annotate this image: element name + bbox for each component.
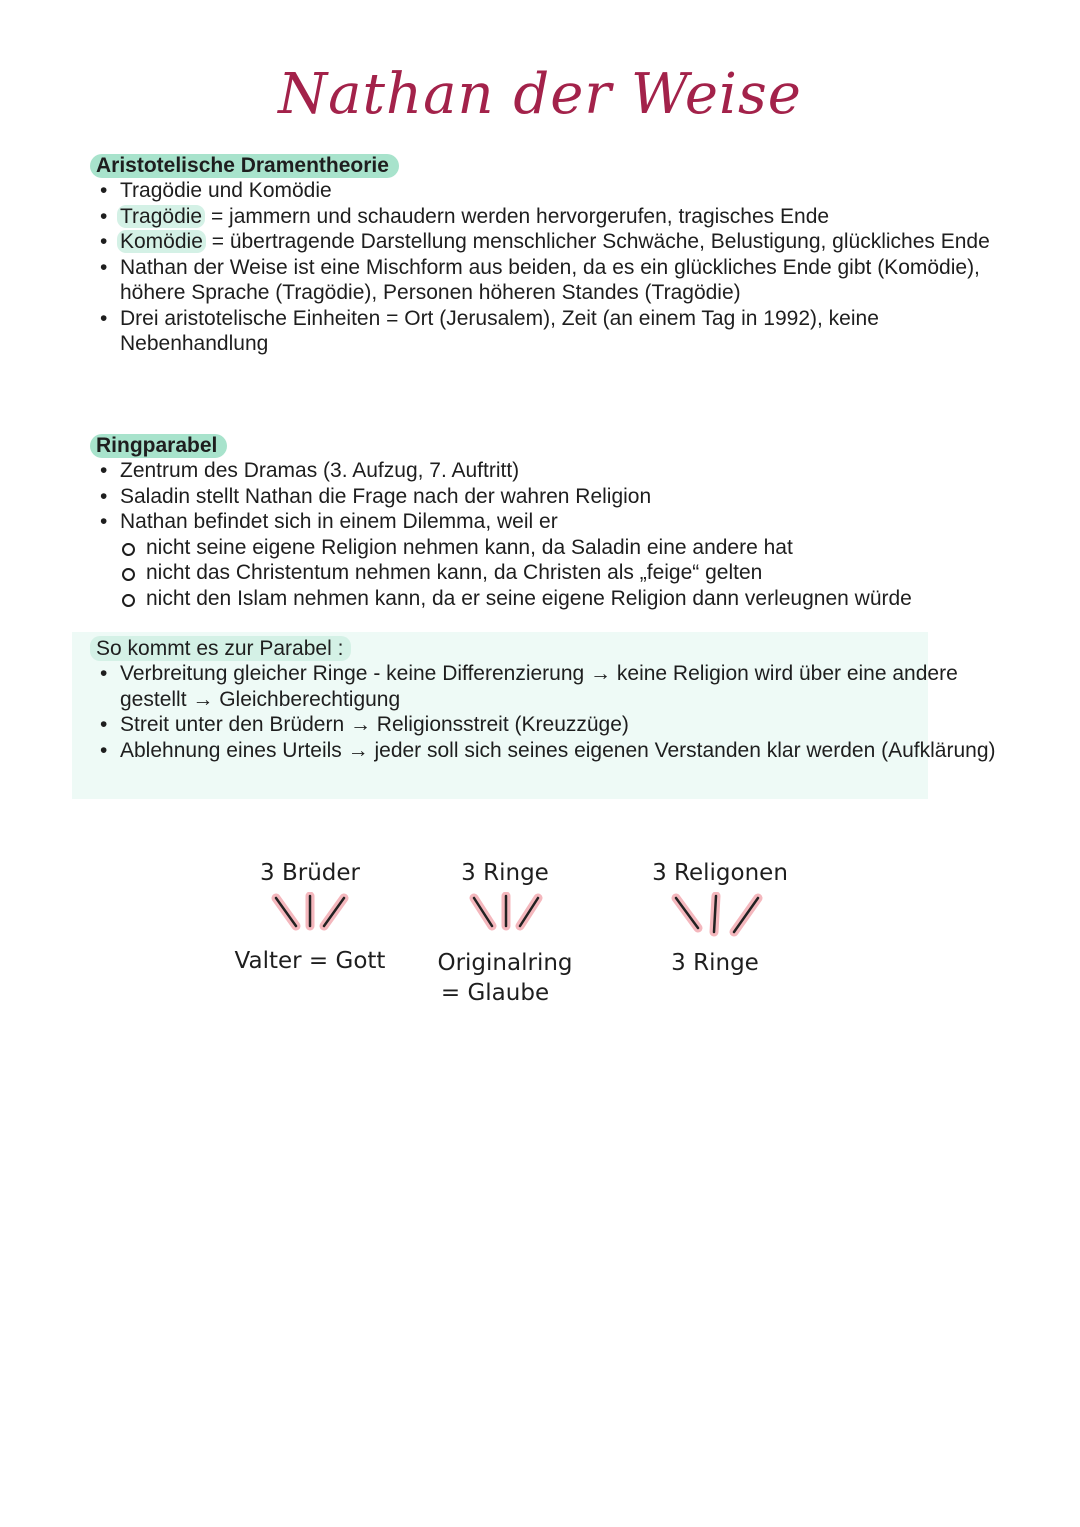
sub-list [96, 535, 996, 612]
list-item-text: Saladin stellt Nathan die Frage nach der wahren Religion [120, 484, 652, 508]
list-item-text: Zentrum des Dramas (3. Aufzug, 7. Auftritt) [120, 459, 520, 482]
list-item [96, 712, 996, 738]
list-item-text: Streit unter den Brüdern → Religionsstreit (Kreuzzüge) [120, 713, 629, 736]
section-parabel [96, 636, 996, 763]
list-item-text: nicht das Christentum nehmen kann, da Christen als „feige“ gelten [146, 561, 763, 584]
diagram-label-brueder: 3 Brüder [260, 860, 360, 886]
diagram-label-originalring: Originalring [437, 950, 573, 976]
bullet-list [96, 661, 996, 763]
list-item-text: nicht seine eigene Religion nehmen kann, da Saladin eine andere hat [146, 535, 793, 559]
sub-list-item [96, 535, 996, 561]
list-item [96, 255, 996, 306]
list-item [96, 738, 996, 764]
section-dramentheorie [96, 154, 996, 357]
list-item-text: Nathan der Weise ist eine Mischform aus beiden, da es ein glückliches Ende gibt (Komödie), höhere Sprache (Tragödie), Personen höheren Standes (Tragödie) [120, 255, 980, 304]
diagram-label-vater: Valter = Gott [234, 948, 386, 974]
diagram-label-religionen: 3 Religonen [652, 860, 788, 886]
list-item [96, 661, 996, 712]
list-item-text: Tragödie und Komödie [120, 179, 332, 202]
diagram-label-ringe: 3 Ringe [461, 860, 549, 886]
sub-list-item [96, 560, 996, 586]
converging-lines-icon [458, 892, 554, 934]
list-item [96, 458, 996, 484]
list-item-text: Nathan befindet sich in einem Dilemma, weil er [120, 510, 558, 533]
converging-lines-icon [262, 892, 358, 934]
section-heading: Ringparabel [90, 434, 227, 458]
list-item-text: Ablehnung eines Urteils → jeder soll sich seines eigenen Verstanden klar werden (Aufklärung) [120, 738, 996, 762]
list-item [96, 484, 996, 510]
section-heading: Aristotelische Dramentheorie [90, 154, 399, 178]
bullet-list [96, 458, 996, 535]
list-item-text: Drei aristotelische Einheiten = Ort (Jerusalem), Zeit (an einem Tag in 1992), keine Nebenhandlung [120, 306, 879, 355]
sub-list-item [96, 586, 996, 612]
list-item [96, 204, 996, 230]
converging-lines-icon [664, 892, 768, 940]
page-title: Nathan der Weise [278, 62, 802, 127]
diagram-label-ringe-2: 3 Ringe [671, 950, 759, 976]
parabel-intro: So kommt es zur Parabel : [90, 636, 351, 661]
term-highlight: Komödie [117, 230, 206, 253]
bullet-list [96, 178, 996, 357]
term-highlight: Tragödie [117, 205, 205, 228]
list-item-text: = übertragende Darstellung menschlicher Schwäche, Belustigung, glückliches Ende [205, 230, 990, 253]
section-ringparabel [96, 434, 996, 611]
list-item [96, 306, 996, 357]
diagram-label-glaube: = Glaube [440, 980, 550, 1006]
list-item-text: Verbreitung gleicher Ringe - keine Differenzierung → keine Religion wird über eine andere gestellt → Gleichberechtigung [120, 662, 958, 711]
list-item-text: nicht den Islam nehmen kann, da er seine eigene Religion dann verleugnen würde [146, 586, 912, 610]
list-item [96, 509, 996, 535]
list-item [96, 178, 996, 204]
list-item-text: = jammern und schaudern werden hervorgerufen, tragisches Ende [205, 204, 830, 228]
list-item [96, 229, 996, 255]
